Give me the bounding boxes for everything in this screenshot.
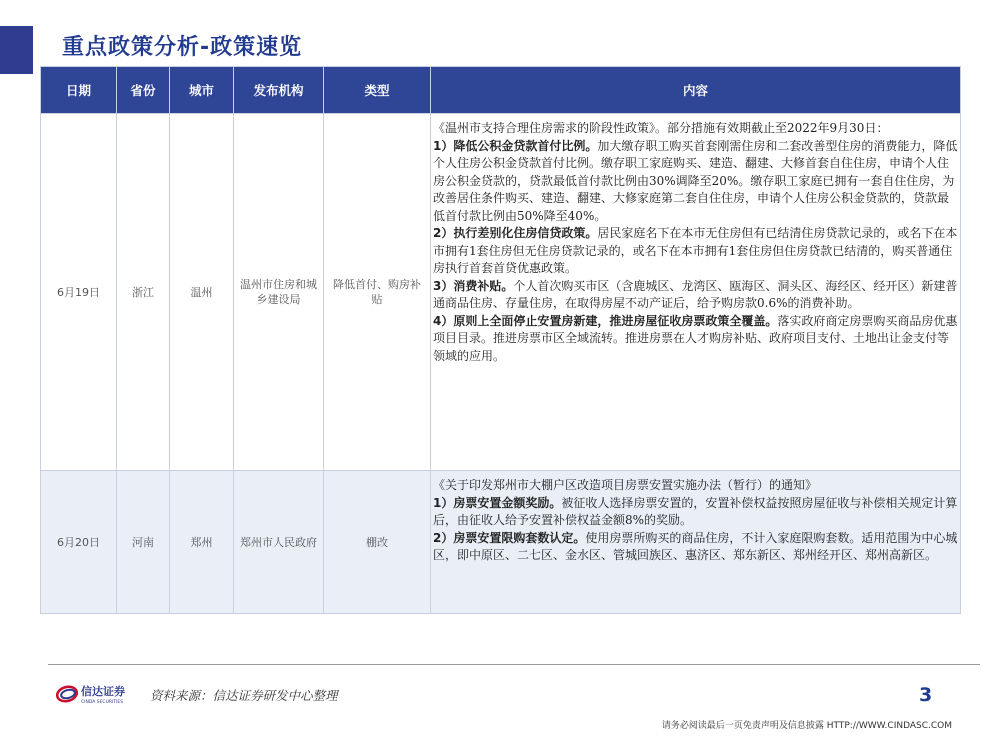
content-paragraph: 2）执行差别化住房信贷政策。居民家庭名下在本市无住房但有已结清住房贷款记录的，或名下在本市拥有1套住房但无住房贷款记录的，或名下在本市拥有1套住房但住房贷款已结清的，购买普通住房执行首套首贷优惠政策。 bbox=[433, 226, 958, 275]
content-paragraph: 1）房票安置金额奖励。被征收人选择房票安置的，安置补偿权益按照房屋征收与补偿相关规定计算后，由征收人给予安置补偿权益金额8%的奖励。 bbox=[433, 495, 958, 527]
content-paragraph: 3）消费补贴。个人首次购买市区（含鹿城区、龙湾区、瓯海区、洞头区、海经区、经开区）新建普通商品住房、存量住房，在取得房屋不动产证后，给予购房款0.6%的消费补助。 bbox=[433, 278, 958, 310]
table-row bbox=[41, 114, 961, 471]
table-header-row bbox=[41, 67, 961, 114]
cell-agency: 郑州市人民政府 bbox=[234, 471, 324, 614]
header-city: 城市 bbox=[170, 67, 234, 114]
cell-agency: 温州市住房和城乡建设局 bbox=[234, 114, 324, 471]
page-number: 3 bbox=[919, 684, 933, 706]
cell-province: 河南 bbox=[117, 471, 170, 614]
header-content: 内容 bbox=[431, 67, 961, 114]
cinda-logo bbox=[55, 681, 147, 707]
source-note: 资料来源：信达证券研发中心整理 bbox=[150, 688, 338, 703]
header-date: 日期 bbox=[41, 67, 117, 114]
policy-table bbox=[40, 66, 961, 614]
content-paragraph: 《温州市支持合理住房需求的阶段性政策》。部分措施有效期截止至2022年9月30日： bbox=[433, 121, 889, 135]
header-province: 省份 bbox=[117, 67, 170, 114]
header-type: 类型 bbox=[324, 67, 431, 114]
content-paragraph: 2）房票安置限购套数认定。使用房票所购买的商品住房，不计入家庭限购套数。适用范围为中心城区，即中原区、二七区、金水区、管城回族区、惠济区、郑东新区、郑州经开区、郑州高新区。 bbox=[433, 530, 958, 562]
cell-content bbox=[431, 471, 961, 614]
page-title: 重点政策分析-政策速览 bbox=[62, 35, 303, 60]
footer-divider bbox=[48, 664, 980, 665]
svg-text:CINDA SECURITIES: CINDA SECURITIES bbox=[81, 700, 124, 705]
cell-type: 棚改 bbox=[324, 471, 431, 614]
content-paragraph: 4）原则上全面停止安置房新建，推进房屋征收房票政策全覆盖。落实政府商定房票购买商品房优惠项目目录。推进房票市区全域流转。推进房票在人才购房补贴、政府项目支付、土地出让金支付等领域的应用。 bbox=[433, 313, 958, 363]
corner-accent-block bbox=[0, 26, 33, 74]
cell-city: 温州 bbox=[170, 114, 234, 471]
cell-date: 6月20日 bbox=[41, 471, 117, 614]
cell-city: 郑州 bbox=[170, 471, 234, 614]
svg-text:信达证券: 信达证券 bbox=[81, 685, 125, 698]
cell-date: 6月19日 bbox=[41, 114, 117, 471]
content-paragraph: 1）降低公积金贷款首付比例。加大缴存职工购买首套刚需住房和二套改善型住房的消费能力，降低个人住房公积金贷款首付比例。缴存职工家庭购买、建造、翻建、大修首套自住住房，申请个人住房公积金贷款的，贷款最低首付款比例由30%调降至20%。缴存职工家庭已拥有一套自住住房，为改善居住条件购买、建造、翻建、大修家庭第二套自住住房，申请个人住房公积金贷款的，贷款最低首付款比例由50%降至40%。 bbox=[433, 138, 958, 223]
cell-province: 浙江 bbox=[117, 114, 170, 471]
cell-type: 降低首付、购房补贴 bbox=[324, 114, 431, 471]
content-paragraph: 《关于印发郑州市大棚户区改造项目房票安置实施办法（暂行）的通知》 bbox=[433, 478, 818, 492]
cell-content bbox=[431, 114, 961, 471]
disclaimer-text: 请务必阅读最后一页免责声明及信息披露 HTTP://WWW.CINDASC.COM bbox=[661, 721, 952, 731]
table-row bbox=[41, 471, 961, 614]
header-agency: 发布机构 bbox=[234, 67, 324, 114]
